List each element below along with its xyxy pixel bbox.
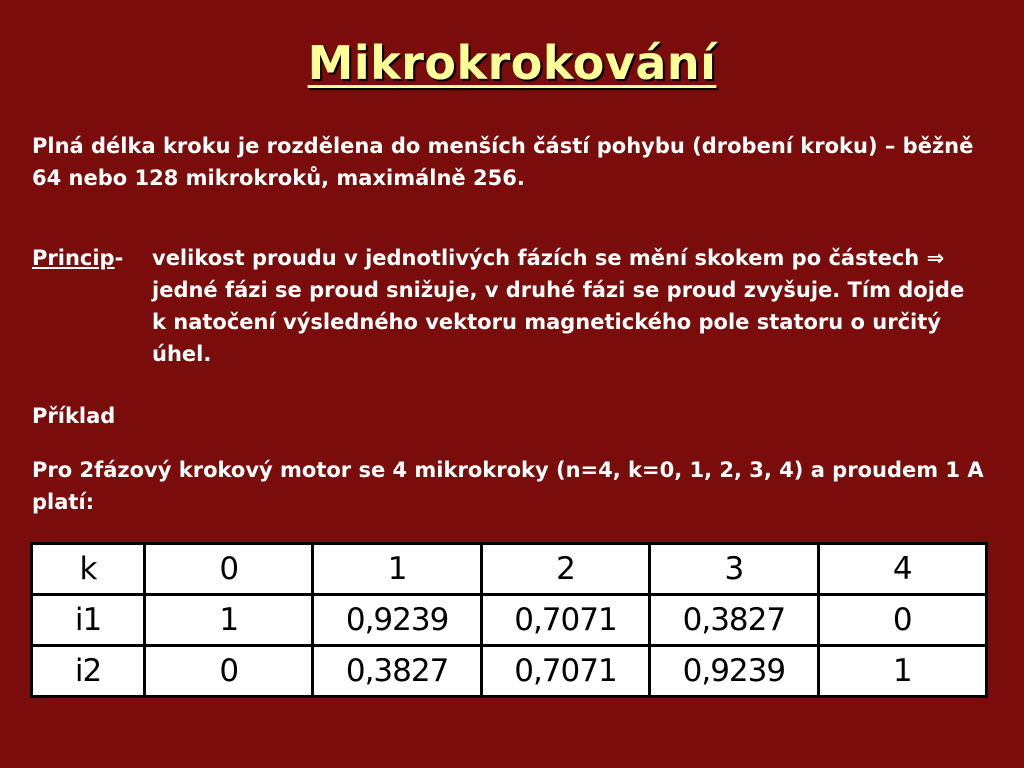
example-heading: Příklad — [32, 404, 116, 428]
principle-text-1: velikost proudu v jednotlivých fázích se mění skokem po částech — [152, 246, 927, 270]
table-cell: 0 — [818, 595, 986, 646]
table-cell: 0,9239 — [650, 646, 818, 697]
table-cell: 0,7071 — [481, 595, 649, 646]
table-cell: 0,3827 — [650, 595, 818, 646]
table-row — [32, 595, 987, 646]
table-cell: 0,9239 — [313, 595, 481, 646]
principle-paragraph — [32, 242, 992, 366]
table-cell: 3 — [650, 544, 818, 595]
principle-body — [152, 242, 982, 370]
slide-title: Mikrokrokování — [307, 36, 717, 90]
principle-dash: - — [114, 246, 124, 270]
implies-arrow-icon: ⇒ — [926, 246, 945, 270]
microstep-table — [30, 542, 988, 698]
table-cell: 1 — [818, 646, 986, 697]
table-cell: 4 — [818, 544, 986, 595]
intro-paragraph: Plná délka kroku je rozdělena do menších částí pohybu (drobení kroku) – běžně 64 nebo 128 mikrokroků, maximálně 256. — [32, 134, 974, 190]
table-cell: 2 — [481, 544, 649, 595]
table-cell: i1 — [32, 595, 145, 646]
principle-label: Princip — [32, 246, 115, 270]
table-cell: k — [32, 544, 145, 595]
example-text: Pro 2fázový krokový motor se 4 mikrokroky (n=4, k=0, 1, 2, 3, 4) a proudem 1 A platí: — [32, 458, 984, 514]
table-cell: 1 — [145, 595, 313, 646]
table-cell: i2 — [32, 646, 145, 697]
principle-text-2: jedné fázi se proud snižuje, v druhé fázi se proud zvyšuje. Tím dojde k natočení výsledného vektoru magnetického pole statoru o určitý úhel. — [152, 278, 965, 366]
table-row — [32, 646, 987, 697]
table-row — [32, 544, 987, 595]
table-cell: 0 — [145, 646, 313, 697]
table-cell: 0 — [145, 544, 313, 595]
table-cell: 0,3827 — [313, 646, 481, 697]
table-cell: 0,7071 — [481, 646, 649, 697]
table-cell: 1 — [313, 544, 481, 595]
